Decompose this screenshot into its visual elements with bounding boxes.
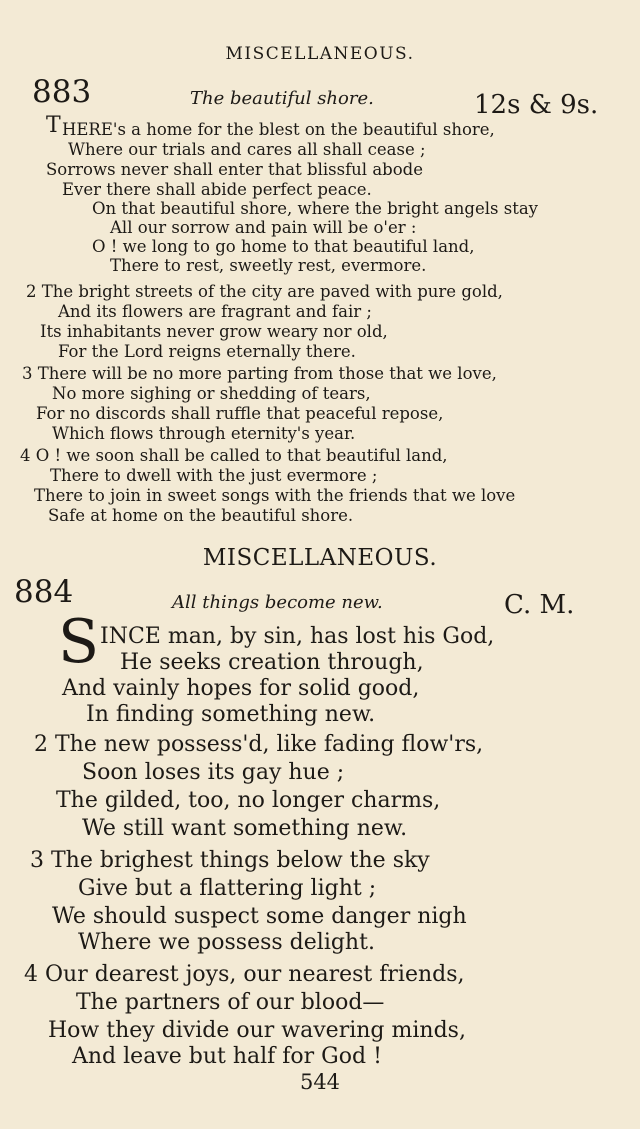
verse-line: Where our trials and cares all shall cease ; [68,140,426,159]
verse-line: He seeks creation through, [120,650,424,675]
verse-line: Safe at home on the beautiful shore. [48,506,354,525]
verse-line: Give but a flattering light ; [78,876,377,901]
hymn-meter: C. M. [504,590,575,620]
verse-line: No more sighing or shedding of tears, [52,384,371,403]
verse-line: For no discords shall ruffle that peaceful repose, [36,404,444,423]
drop-cap: S [58,607,100,677]
verse-line: There to join in sweet songs with the friends that we love [34,486,516,505]
verse-line: The partners of our blood— [76,990,385,1015]
drop-cap: T [46,113,61,138]
hymn-number: 884 [14,574,74,610]
verse-line: HERE's a home for the blest on the beautiful shore, [62,120,495,139]
verse-line: And its flowers are fragrant and fair ; [58,302,372,321]
section-title: MISCELLANEOUS. [202,545,438,571]
hymn-title: All things become new. [172,592,383,613]
hymn-number: 883 [32,74,92,110]
verse-line: 3 The brighest things below the sky [30,848,430,873]
verse-line: On that beautiful shore, where the bright angels stay [92,199,538,218]
verse-line: And leave but half for God ! [72,1044,382,1069]
verse-line: There to dwell with the just evermore ; [50,466,378,485]
verse-line: Which flows through eternity's year. [52,424,356,443]
verse-line: For the Lord reigns eternally there. [58,342,356,361]
verse-line: And vainly hopes for solid good, [62,676,420,701]
verse-line: The gilded, too, no longer charms, [56,788,441,813]
verse-line: 4 O ! we soon shall be called to that beautiful land, [20,446,448,465]
hymn-title: The beautiful shore. [190,88,374,109]
verse-line: Soon loses its gay hue ; [82,760,345,785]
verse-line: Sorrows never shall enter that blissful abode [46,160,423,179]
verse-line: Ever there shall abide perfect peace. [62,180,372,199]
verse-line: 3 There will be no more parting from those that we love, [22,364,497,383]
running-head: MISCELLANEOUS. [225,44,415,64]
verse-line: We should suspect some danger nigh [52,904,467,929]
verse-line: There to rest, sweetly rest, evermore. [110,256,427,275]
verse-line: 2 The bright streets of the city are paved with pure gold, [26,282,503,301]
verse-line: 2 The new possess'd, like fading flow'rs, [34,732,484,757]
verse-line: O ! we long to go home to that beautiful land, [92,237,475,256]
verse-line: INCE man, by sin, has lost his God, [100,624,495,649]
verse-line: Where we possess delight. [78,930,375,955]
hymn-meter: 12s & 9s. [474,90,599,120]
verse-line: 4 Our dearest joys, our nearest friends, [24,962,465,987]
page-number: 544 [299,1070,341,1094]
verse-line: All our sorrow and pain will be o'er : [110,218,417,237]
verse-line: In finding something new. [86,702,376,727]
verse-line: How they divide our wavering minds, [48,1018,466,1043]
verse-line: Its inhabitants never grow weary nor old, [40,322,388,341]
verse-line: We still want something new. [82,816,408,841]
